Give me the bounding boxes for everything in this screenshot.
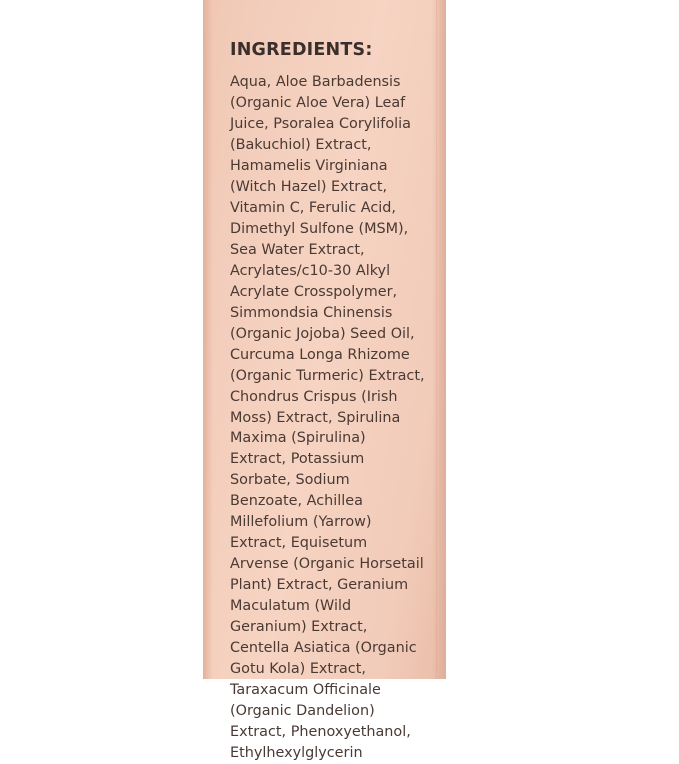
ingredients-heading: INGREDIENTS: [230, 40, 373, 60]
ingredients-text: Aqua, Aloe Barbadensis (Organic Aloe Vera) Leaf Juice, Psoralea Corylifolia (Bakuchiol) Extract, Hamamelis Virginiana (Witch Hazel) Extract, Vitamin C, Ferulic Acid, Dimethyl Sulfone (MSM), Sea Water Extract, Acrylates/c10-30 Alkyl Acrylate Crosspolymer, Simmondsia Chinensis (Organic Jojoba) Seed Oil, Curcuma Longa Rhizome (Organic Turmeric) Extract, Chondrus Crispus (Irish Moss) Extract, Spirulina Maxima (Spirulina) Extract, Potassium Sorbate, Sodium Benzoate, Achillea Millefolium (Yarrow) Extract, Equisetum Arvense (Organic Horsetail Plant) Extract, Geranium Maculatum (Wild Geranium) Extract, Centella Asiatica (Organic Gotu Kola) Extract, Taraxacum Officinale (Organic Dandelion) Extract, Phenoxyethanol, Ethylhexylglycerin [230, 74, 425, 761]
product-box-panel [203, 0, 446, 761]
box-fold-line [436, 0, 437, 679]
ingredients-block [230, 41, 432, 764]
